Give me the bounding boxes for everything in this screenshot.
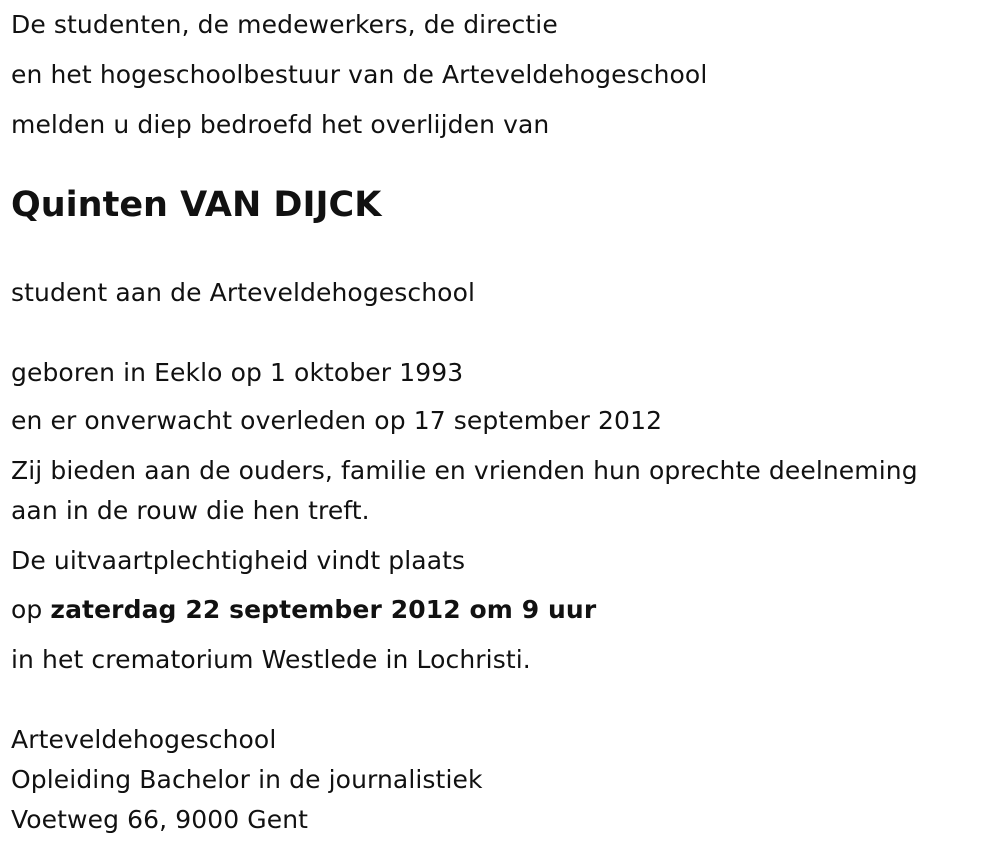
funeral-datetime-line [11,595,596,625]
condolence-line-2: aan in de rouw die hen treft. [11,496,370,525]
intro-line-1: De studenten, de medewerkers, de directie [11,10,558,39]
intro-line-2: en het hogeschoolbestuur van de Arteveldehogeschool [11,60,708,89]
deceased-role: student aan de Arteveldehogeschool [11,278,476,307]
intro-line-3: melden u diep bedroefd het overlijden van [11,110,550,139]
funeral-datetime-prefix: op [11,595,51,624]
sender-organization: Arteveldehogeschool [11,725,277,754]
sender-department: Opleiding Bachelor in de journalistiek [11,765,483,794]
funeral-intro: De uitvaartplechtigheid vindt plaats [11,546,466,575]
death-line: en er onverwacht overleden op 17 september 2012 [11,406,663,435]
funeral-location: in het crematorium Westlede in Lochristi. [11,645,531,674]
funeral-datetime: zaterdag 22 september 2012 om 9 uur [50,595,597,624]
deceased-name: Quinten VAN DIJCK [11,185,382,225]
sender-address: Voetweg 66, 9000 Gent [11,805,309,834]
condolence-line-1: Zij bieden aan de ouders, familie en vrienden hun oprechte deelneming [11,456,918,485]
birth-line: geboren in Eeklo op 1 oktober 1993 [11,358,464,387]
